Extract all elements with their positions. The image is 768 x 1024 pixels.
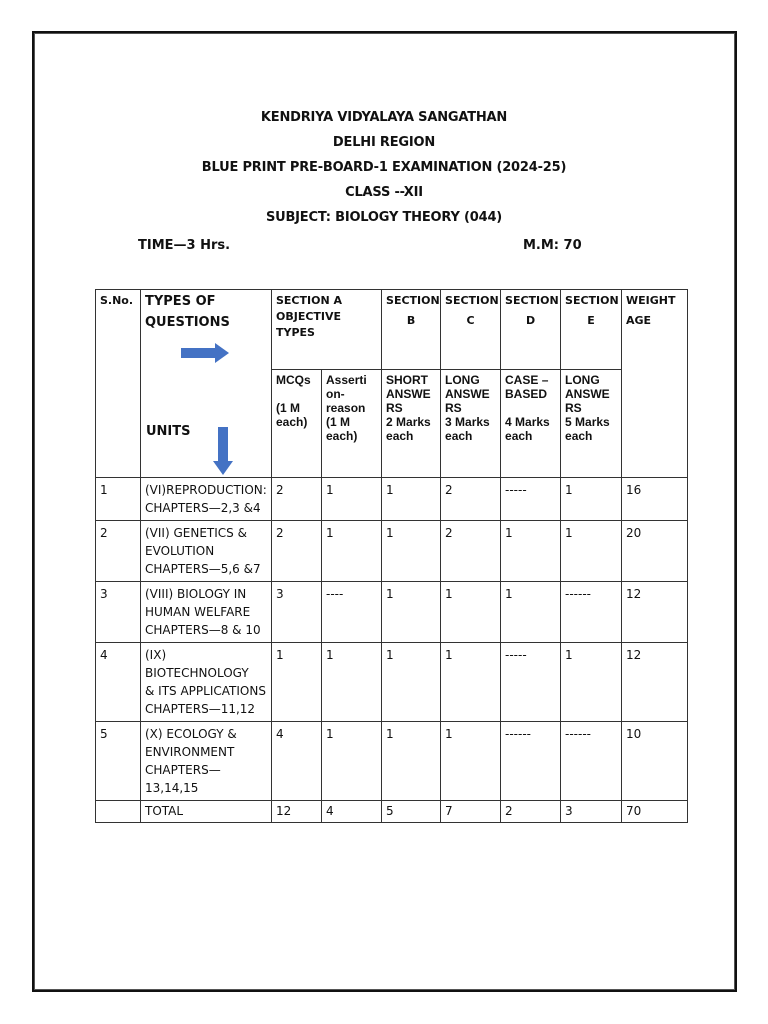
table-row: 4 (IX) BIOTECHNOLOGY & ITS APPLICATIONS CHAPTERS—11,12 1 1 1 1 ----- 1 12	[96, 643, 688, 722]
types-label-1: TYPES OF	[145, 294, 216, 309]
header-region: DELHI REGION	[332, 135, 436, 150]
weightage-header: WEIGHT AGE	[622, 290, 688, 478]
types-label-2: QUESTIONS	[145, 315, 230, 330]
max-marks-label: M.M: 70	[523, 238, 582, 253]
section-c-subheader: LONG ANSWE RS 3 Marks each	[441, 370, 501, 478]
header-class: CLASS --XII	[345, 185, 423, 200]
section-e-header: SECTION E	[561, 290, 622, 370]
assertion-reason-subheader: Asserti on- reason (1 M each)	[322, 370, 382, 478]
section-c-header: SECTION C	[441, 290, 501, 370]
section-a-header: SECTION A OBJECTIVE TYPES	[272, 290, 382, 370]
col-sno-header: S.No.	[96, 290, 141, 478]
blueprint-table	[95, 289, 688, 823]
table-row: 2 (VII) GENETICS & EVOLUTION CHAPTERS—5,6 &7 2 1 1 2 1 1 20	[96, 521, 688, 582]
header-subject: SUBJECT: BIOLOGY THEORY (044)	[265, 210, 503, 225]
header-exam: BLUE PRINT PRE-BOARD-1 EXAMINATION (2024-25)	[201, 160, 567, 175]
header-row-1	[96, 290, 688, 370]
total-row: TOTAL 12 4 5 7 2 3 70	[96, 801, 688, 823]
col-types-header	[141, 290, 272, 478]
units-label: UNITS	[146, 424, 191, 439]
header-org: KENDRIYA VIDYALAYA SANGATHAN	[260, 110, 508, 125]
mcq-subheader: MCQs (1 M each)	[272, 370, 322, 478]
down-arrow-icon	[213, 427, 233, 477]
section-d-header: SECTION D	[501, 290, 561, 370]
table-row: 3 (VIII) BIOLOGY IN HUMAN WELFARE CHAPTERS—8 & 10 3 ---- 1 1 1 ------ 12	[96, 582, 688, 643]
section-b-header: SECTION B	[382, 290, 441, 370]
right-arrow-icon	[181, 343, 231, 363]
table-row: 5 (X) ECOLOGY & ENVIRONMENT CHAPTERS—13,14,15 4 1 1 1 ------ ------ 10	[96, 722, 688, 801]
time-label: TIME—3 Hrs.	[138, 238, 231, 253]
section-e-subheader: LONG ANSWE RS 5 Marks each	[561, 370, 622, 478]
section-b-subheader: SHORT ANSWE RS 2 Marks each	[382, 370, 441, 478]
table-row: 1 (VI)REPRODUCTION: CHAPTERS—2,3 &4 2 1 1 2 ----- 1 16	[96, 478, 688, 521]
section-d-subheader: CASE – BASED 4 Marks each	[501, 370, 561, 478]
